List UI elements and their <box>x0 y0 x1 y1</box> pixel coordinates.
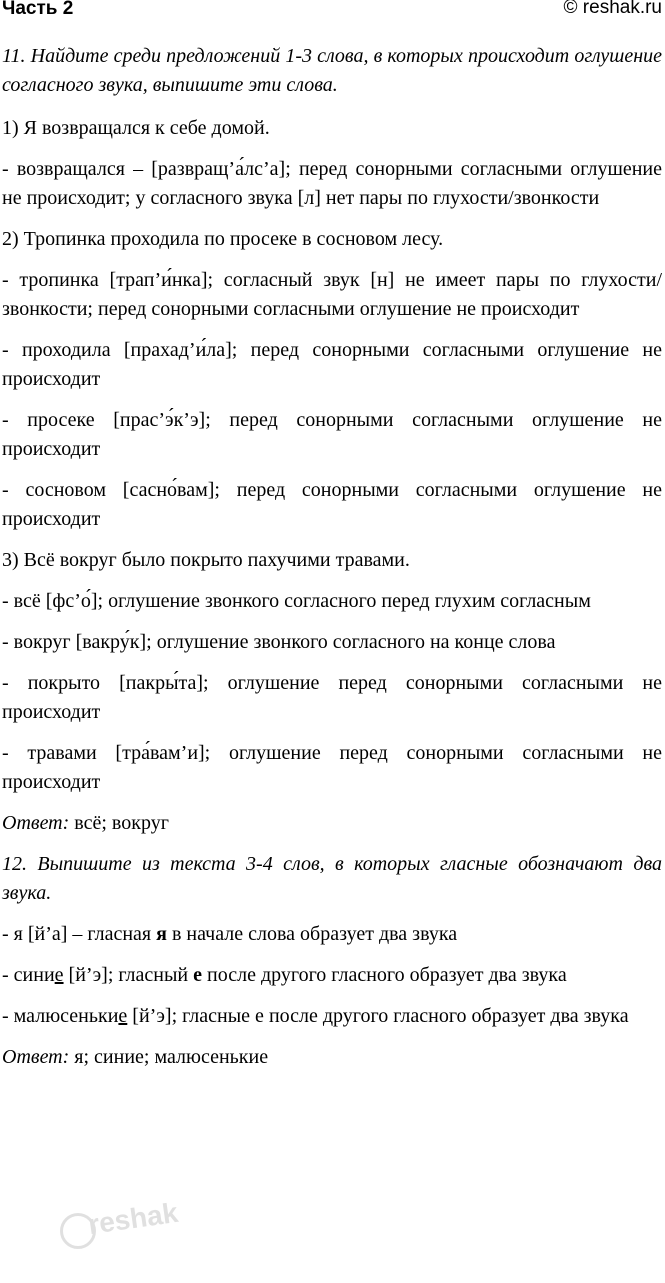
part-title: Часть 2 <box>2 0 74 19</box>
copyright-circle-icon <box>60 1213 96 1249</box>
item-text: [й’э]; гласный <box>63 964 194 986</box>
sentence-2: 2) Тропинка проходила по просеке в сосновом лесу. <box>2 228 444 250</box>
item-underlined: е <box>118 1005 128 1027</box>
answer-text: я; синие; малюсенькие <box>69 1046 269 1068</box>
answer-label: Ответ: <box>2 812 70 834</box>
analysis-item: - тропинка [трап’и́нка]; согласный звук [н] не имеет пары по глухости/звонкости; перед сонорными согласными оглушение не происходит <box>2 269 662 320</box>
analysis-item: - просеке [прас’э́к’э]; перед сонорными согласными оглушение не происходит <box>2 409 662 460</box>
answer-text: всё; вокруг <box>69 812 169 834</box>
answer-11 <box>2 809 662 838</box>
analysis-item: - возвращался – [развращ’а́лс’а]; перед сонорными согласными оглушение не происходит; у согласного звука [л] нет пары по глухости/звонкости <box>2 158 662 209</box>
vowel-item-1 <box>2 920 662 949</box>
item-text: после другого гласного образует два звука <box>202 964 567 986</box>
item-bold: я <box>156 923 167 945</box>
analysis-item: - покрыто [пакры́та]; оглушение перед сонорными согласными не происходит <box>2 672 662 723</box>
item-text: - сини <box>2 964 55 986</box>
item-text: - я [й’а] – гласная <box>2 923 157 945</box>
analysis-item: - всё [фс’о́]; оглушение звонкого согласного перед глухим согласным <box>2 590 591 612</box>
item-underlined: е <box>54 964 64 986</box>
item-bold: е <box>193 964 203 986</box>
analysis-item: - травами [тра́вам’и]; оглушение перед сонорными согласными не происходит <box>2 742 662 793</box>
analysis-item: - вокруг [вакру́к]; оглушение звонкого согласного на конце слова <box>2 631 556 653</box>
watermark-mark: reshak <box>86 1196 180 1241</box>
vowel-item-3 <box>2 1002 662 1031</box>
vowel-item-2 <box>2 961 662 990</box>
answer-label: Ответ: <box>2 1046 70 1068</box>
question-11: 11. Найдите среди предложений 1-3 слова, в которых происходит оглушение согласного звука, выпишите эти слова. <box>2 45 662 96</box>
analysis-item: - проходила [прахад’и́ла]; перед сонорными согласными оглушение не происходит <box>2 339 662 390</box>
site-credit: © reshak.ru <box>563 0 662 18</box>
question-12: 12. Выпишите из текста 3-4 слов, в которых гласные обозначают два звука. <box>2 853 662 904</box>
analysis-item: - сосновом [сасно́вам]; перед сонорными согласными оглушение не происходит <box>2 479 662 530</box>
page-header <box>2 0 662 30</box>
sentence-1: 1) Я возвращался к себе домой. <box>2 117 270 139</box>
item-text: в начале слова образует два звука <box>166 923 458 945</box>
item-text: [й’э]; гласные е после другого гласного образует два звука <box>127 1005 629 1027</box>
watermark-logo <box>60 1195 180 1255</box>
item-text: - малюсеньки <box>2 1005 119 1027</box>
document-page <box>2 0 662 1072</box>
answer-12 <box>2 1043 662 1072</box>
sentence-3: 3) Всё вокруг было покрыто пахучими травами. <box>2 549 410 571</box>
